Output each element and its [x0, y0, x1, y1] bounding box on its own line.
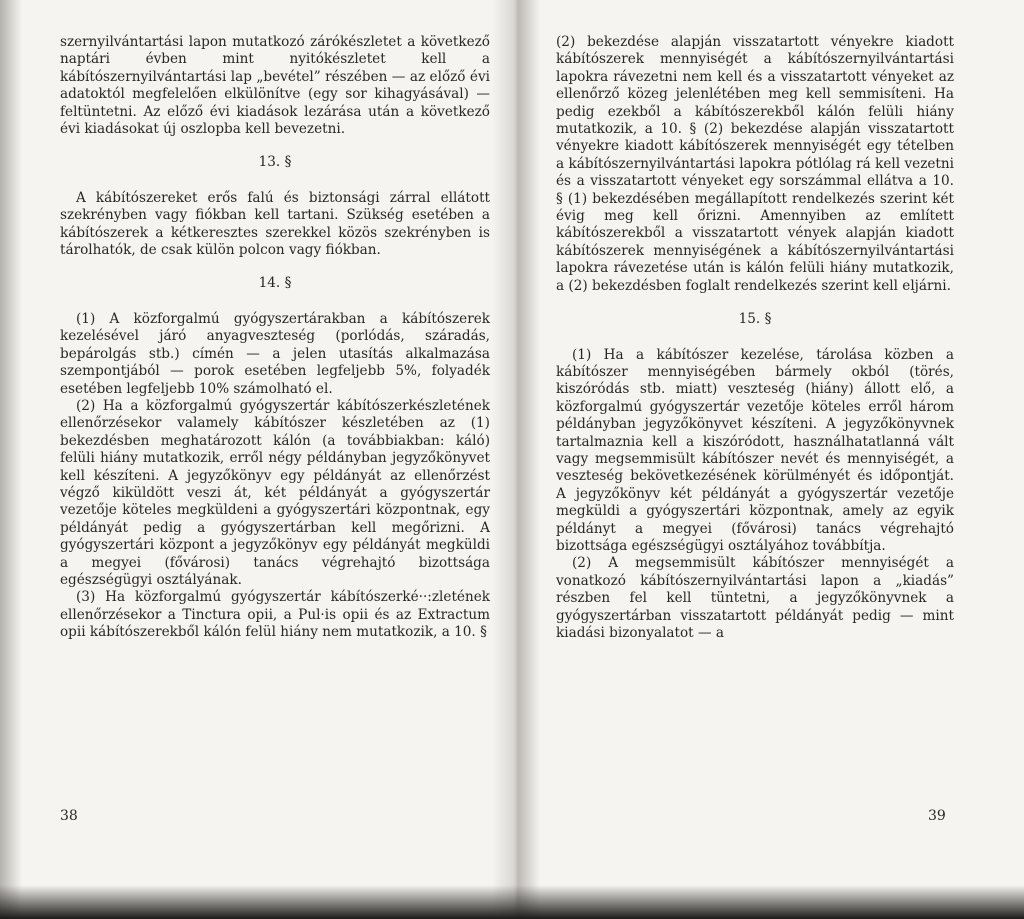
section-heading-15: 15. § — [738, 311, 772, 328]
page-number-right: 39 — [928, 808, 946, 824]
left-page-edge-shadow — [0, 0, 22, 919]
book-gutter-shadow — [492, 0, 540, 919]
left-text-column — [60, 34, 490, 642]
section-14-paragraph-2: (2) Ha a közforgalmú gyógyszertár kábítószerkészletének ellenőrzésekor valamely kábítószer készletében az (1) bekezdésben meghatározott kálón (a továbbiakban: káló) felüli hiány mutatkozik, erről négy példányban jegyzőkönyvet kell készíteni. A jegyzőkönyv egy példányát az ellenőrzést végző kiküldött veszi át, két példányát a gyógyszertár vezetője köteles megküldeni a gyógyszertári központnak, egy példányát pedig a gyógyszertárban kell megőrizni. A gyógyszertári központ a jegyzőkönyv egy példányát megküldi a megyei (fővárosi) tanács végrehajtó bizottsága egészségügyi osztályának. — [60, 397, 490, 588]
section-15-paragraph-2: (2) A megsemmisült kábítószer mennyiségét a vonatkozó kábítószernyilvántartási lapon a „kiadás” részben fel kell tüntetni, a jegyzőkönyvnek a gyógyszertárban visszatartott példányát pedig — mint kiadási bizonyalatot — a — [556, 555, 954, 641]
section-15-paragraph-1: (1) Ha a kábítószer kezelése, tárolása közben a kábítószer mennyiségében bármely okból (törés, kiszóródás stb. miatt) veszteség (hiány) állott elő, a közforgalmú gyógyszertár vezetője köteles erről három példányban jegyzőkönyvet készíteni. A jegyzőkönyvnek tartalmaznia kell a kiszóródott, használhatatlanná vált vagy megsemmisült kábítószer nevét és mennyiségét, a veszteség bekövetkezésének körülményét és időpontját. A jegyzőkönyv két példányát a gyógyszertár vezetője megküldi a gyógyszertári központnak, amely az egyik példányt a megyei (fővárosi) tanács végrehajtó bizottsága egészségügyi osztályához továbbítja. — [556, 346, 954, 554]
scan-bottom-shadow — [0, 885, 1024, 919]
section-14-paragraph-3: (3) Ha közforgalmú gyógyszertár kábítószerké··:zletének ellenőrzésekor a Tinctura opii, a Pul·is opii és az Extractum opii kábítószerekből kálón felül hiány nem mutatkozik, a 10. § — [60, 589, 490, 641]
section-13-paragraph: A kábítószereket erős falú és biztonsági zárral ellátott szekrényben vagy fiókban kell tartani. Szükség esetében a kábítószerek a kétkeresztes szerekkel közös szekrényben is tárolhatók, de csak külön polcon vagy fiókban. — [60, 189, 490, 259]
right-text-column — [556, 34, 954, 642]
section-heading-13: 13. § — [258, 154, 292, 171]
right-paragraph-continuation: (2) bekezdése alapján visszatartott vényekre kiadott kábítószerek mennyiségét a kábítószernyilvántartási lapokra rávezetni nem kell és a visszatartott vényeket az ellenőrző közeg jelenlétében meg kell semmisíteni. Ha pedig ezekből a kábítószerekből kálón felüli hiány mutatkozik, a 10. § (2) bekezdése alapján visszatartott vényekre kiadott kábítószerek mennyiségét egy tételben a kábítószernyilvántartási lapokra pótlólag rá kell vezetni és a visszatartott vényeket egy sorszámmal ellátva a 10. § (1) bekezdésében megállapított rendelkezés szerint két évig meg kell őrizni. Amennyiben az említett kábítószerekből a visszatartott vények alapján kiadott kábítószerek mennyiségének a kábítószernyilvántartási lapokra rávezetése után is kálón felüli hiány mutatkozik, a (2) bekezdésben foglalt rendelkezés szerint kell eljárni. — [556, 34, 954, 294]
section-14-paragraph-1: (1) A közforgalmú gyógyszertárakban a kábítószerek kezelésével járó anyagveszteség (porlódás, száradás, bepárolgás stb.) címén — a jelen utasítás alkalmazása szempontjából — porok esetében legfeljebb 5%, folyadék esetében legfeljebb 10% számolható el. — [60, 310, 490, 397]
left-paragraph-continuation: szernyilvántartási lapon mutatkozó zárókészletet a következő naptári évben mint nyitókészletet kell a kábítószernyilvántartási lap „bevétel” részében — az előző évi adatoktól megfelelően elkülönítve (egy sor kihagyásával) — feltüntetni. Az előző évi kiadások lezárása után a következő évi kiadásokat új oszlopba kell bevezetni. — [60, 34, 490, 138]
page-number-left: 38 — [60, 808, 78, 824]
section-heading-14: 14. § — [258, 275, 292, 292]
